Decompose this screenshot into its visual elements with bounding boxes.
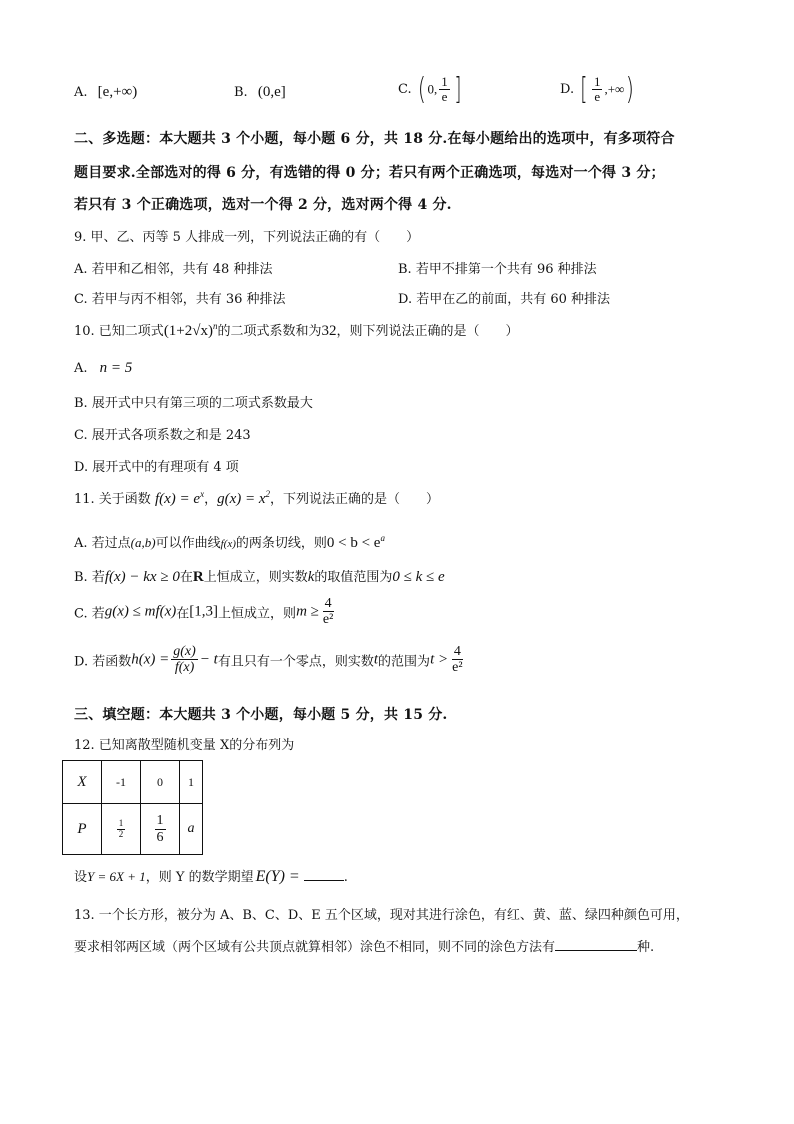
section3-heading: 三、填空题：本大题共 3 个小题，每小题 5 分，共 15 分. [74, 707, 448, 723]
answer-blank[interactable] [304, 880, 344, 881]
q13-line2: 要求相邻两区域（两个区域有公共顶点就算相邻）涂色不相同，则不同的涂色方法有 种. [74, 940, 655, 955]
answer-blank[interactable] [555, 938, 637, 951]
q8-option-c-fraction: $\frac{1}{e}$ [441, 73, 448, 104]
table-row: X -1 0 1 [63, 761, 203, 804]
q11-stem: 11. 关于函数 $f(x) = e^x$，$g(x) = x^2$，下列说法正确的是（ ） [74, 489, 440, 507]
q9-option-a: A. 若甲和乙相邻，共有 48 种排法 [74, 262, 273, 277]
q12-question: 设Y = 6X + 1，则 Y 的数学期望 E(Y) = . [74, 868, 348, 885]
q8-option-b: B. (0,e] [234, 84, 286, 100]
q8-option-b-interval: (0,e] [257, 84, 286, 100]
q8-option-a-interval: [e,+∞) [97, 84, 138, 100]
q9-stem: 9. 甲、乙、丙等 5 人排成一列，下列说法正确的有（ ） [74, 230, 420, 245]
q8-option-c: C. ( 0, $\frac{1}{e}$ ] [398, 72, 462, 107]
q11-option-a: A. 若过点(a,b)可以作曲线f(x)的两条切线，则$0 < b < e^a$ [74, 533, 385, 551]
q8-option-d: D. [ $\frac{1}{e}$ ,+∞) [560, 72, 635, 107]
section2-heading-line1: 二、多选题：本大题共 3 个小题，每小题 6 分，共 18 分.在每小题给出的选项中，有多项符合 [74, 131, 675, 147]
q9-option-b: B. 若甲不排第一个共有 96 种排法 [398, 262, 597, 277]
distribution-table [62, 760, 203, 855]
q11-option-b: B. 若f(x) − kx ≥ 0在R上恒成立，则实数k的取值范围为0 ≤ k ≤ e [74, 569, 445, 585]
q10-option-c: C. 展开式各项系数之和是 243 [74, 428, 251, 443]
q11-option-d: D. 若函数h(x) = $\frac{g(x)}{f(x)}$ − t有且只有一个零点，则实数t的范围为t > $\frac{4}{\text{e²}}$ [74, 644, 463, 676]
section2-heading-line2: 题目要求.全部选对的得 6 分，有选错的得 0 分；若只有两个正确选项，每选对一个得 3 分； [74, 165, 665, 181]
section2-heading-line3: 若只有 3 个正确选项，选对一个得 2 分，选对两个得 4 分. [74, 197, 452, 213]
q12-stem: 12. 已知离散型随机变量 X的分布列为 [74, 738, 295, 753]
table-row: P $\frac{1}{2}$ $\frac{1}{6}$ a [63, 804, 203, 855]
q8-option-d-fraction: $\frac{1}{e}$ [593, 73, 601, 104]
q10-option-b: B. 展开式中只有第三项的二项式系数最大 [74, 396, 313, 411]
q9-option-c: C. 若甲与丙不相邻，共有 36 种排法 [74, 292, 286, 307]
q10-binomial: $(1+2√x)^n$ [163, 321, 218, 339]
q9-option-d: D. 若甲在乙的前面，共有 60 种排法 [398, 292, 611, 307]
q10-option-d: D. 展开式中的有理项有 4 项 [74, 460, 239, 475]
q13-line1: 13. 一个长方形，被分为 A、B、C、D、E 五个区域，现对其进行涂色，有红、黄、蓝、绿四种颜色可用， [74, 908, 689, 923]
q8-option-a: A. [e,+∞) [74, 84, 138, 100]
q10-option-a: A. n = 5 [74, 360, 133, 376]
q10-stem: 10. 已知二项式$(1+2√x)^n$的二项式系数和为32，则下列说法正确的是（ ） [74, 321, 519, 339]
q11-option-c: C. 若g(x) ≤ mf(x)在[1,3]上恒成立，则m ≥ $\frac{4}{\text{e²}}$ [74, 596, 334, 628]
